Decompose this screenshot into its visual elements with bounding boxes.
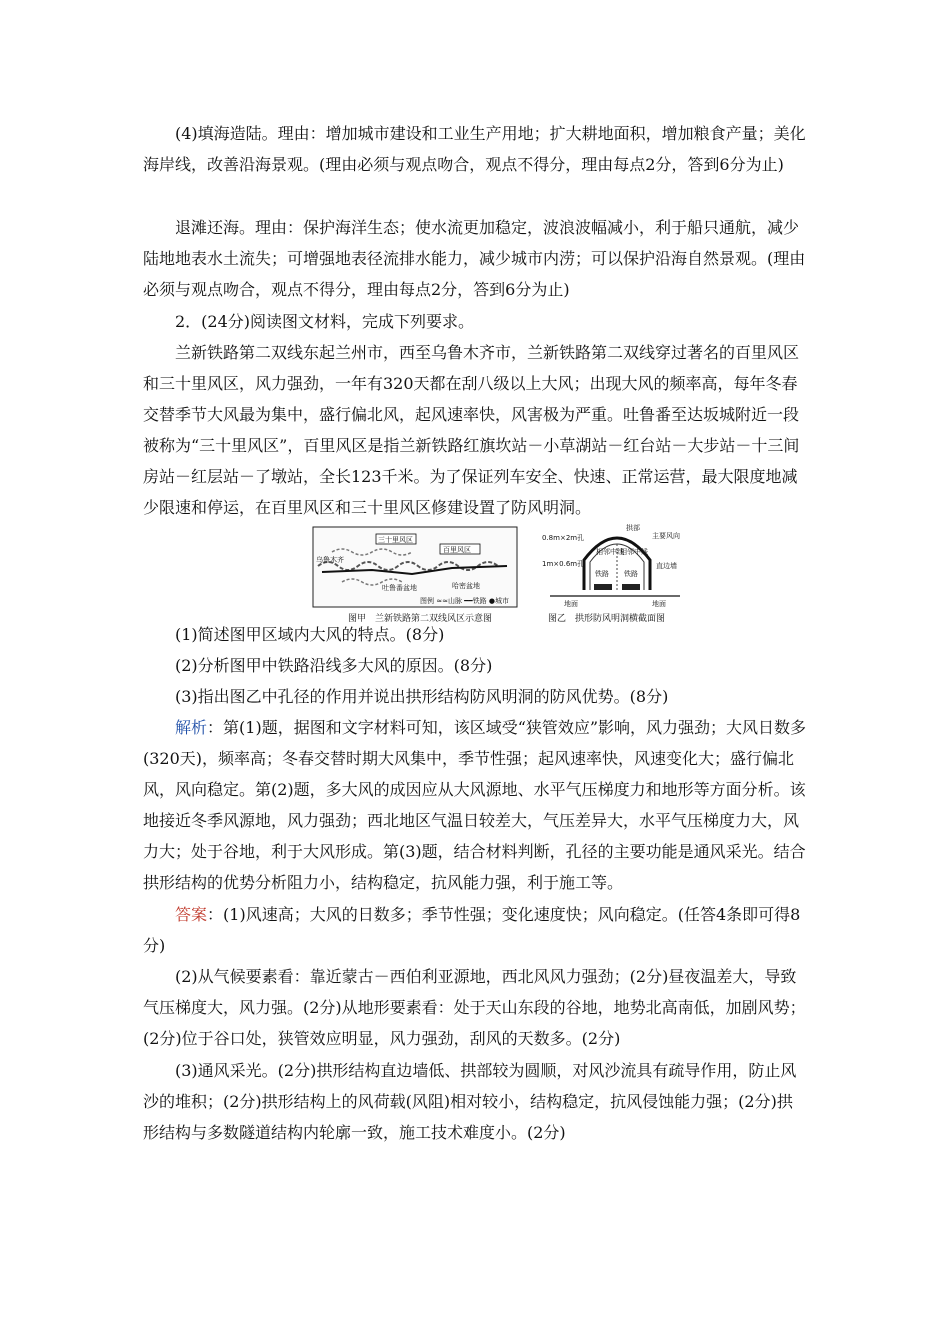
analysis-label: 解析	[175, 718, 208, 737]
answer-label: 答案	[175, 905, 208, 924]
label-arch: 拱部	[626, 524, 640, 532]
figure-a-caption: 图甲 兰新铁路第二双线风区示意图	[348, 614, 493, 624]
label-track-left: 铁路	[595, 570, 609, 578]
label-hole-1: 0.8m×2m孔	[542, 534, 585, 542]
material-paragraph: 兰新铁路第二双线东起兰州市，西至乌鲁木齐市，兰新铁路第二双线穿过著名的百里风区和三十里风区，风力强劲，一年有320天都在刮八级以上大风；出现大风的频率高，每年冬春交替季节大风最为集中，盛行偏北风，起风速率快，风害极为严重。吐鲁番至达坂城附近一段被称为“三十里风区”，百里风区是指兰新铁路红旗坎站－小草湖站－红台站－大步站－十三间房站－红层站－了墩站，全长123千米。为了保证列车安全、快速、正常运营，最大限度地减少限速和停运，在百里风区和三十里风区修建设置了防风明洞。	[143, 343, 800, 517]
figure-a-map	[312, 526, 518, 626]
analysis-paragraph	[143, 712, 807, 898]
answer-text: ：(1)风速高；大风的日数多；季节性强；变化速度快；风向稳定。(任答4条即可得8分)	[143, 905, 801, 955]
label-wind-direction: 主要风向	[652, 532, 680, 540]
label-centerline-right: 相邻中线	[620, 548, 648, 556]
question-1: (1)简述图甲区域内大风的特点。(8分)	[143, 625, 445, 644]
map-legend: 图例 ≈≈山脉 ━━铁路 ●城市	[420, 597, 509, 605]
analysis-text: ：第(1)题，据图和文字材料可知，该区域受“狭管效应”影响，风力强劲；大风日数多(320天)，频率高；冬春交替时期大风集中，季节性强；起风速率快，风速变化大；盛行偏北风，风向稳定。第(2)题，多大风的成因应从大风源地、水平气压梯度力和地形等方面分析。该地接近冬季风源地，风力强劲；西北地区气温日较差大，气压差异大，水平气压梯度力大，风力大；处于谷地，利于大风形成。第(3)题，结合材料判断，孔径的主要功能是通风采光。结合拱形结构的优势分析阻力小，结构稳定，抗风能力强，利于施工等。	[143, 718, 807, 892]
question-3: (3)指出图乙中孔径的作用并说出拱形结构防风明洞的防风优势。(8分)	[143, 687, 669, 706]
paragraph-p1: (4)填海造陆。理由：增加城市建设和工业生产用地；扩大耕地面积，增加粮食产量；美化海岸线，改善沿海景观。(理由必须与观点吻合，观点不得分，理由每点2分，答到6分为止)	[143, 124, 806, 174]
paragraph-p2: 退滩还海。理由：保护海洋生态；使水流更加稳定，波浪波幅减小，利于船只通航，减少陆地地表水土流失；可增强地表径流排水能力，减少城市内涝；可以保护沿海自然景观。(理由必须与观点吻合，观点不得分，理由每点2分，答到6分为止)	[143, 218, 806, 299]
label-centerline-left: 相邻中线	[596, 548, 624, 556]
answer-2: (2)从气候要素看：靠近蒙古－西伯利亚源地，西北风风力强劲；(2分)昼夜温差大，导致气压梯度大，风力强。(2分)从地形要素看：处于天山东段的谷地，地势北高南低，加剧风势；(2分)位于谷口处，狭管效应明显，风力强劲，刮风的天数多。(2分)	[143, 967, 806, 1048]
label-tulufan: 吐鲁番盆地	[382, 584, 417, 592]
label-ground-left: 地面	[564, 600, 578, 608]
label-hami: 哈密盆地	[452, 582, 480, 590]
label-track-right: 铁路	[624, 570, 638, 578]
label-wall: 直边墙	[656, 562, 677, 570]
answer-3: (3)通风采光。(2分)拱形结构直边墙低、拱部较为圆顺，对风沙流具有疏导作用，防止风沙的堆积；(2分)拱形结构上的风荷载(风阻)相对较小，结构稳定，抗风侵蚀能力强；(2分)拱形结构与多数隧道结构内轮廓一致，施工技术难度小。(2分)	[143, 1061, 797, 1142]
label-baili: 百里风区	[443, 546, 471, 554]
question-2-title: 2．(24分)阅读图文材料，完成下列要求。	[143, 312, 475, 331]
label-hole-2: 1m×0.6m孔	[542, 560, 585, 568]
figure-b-caption: 图乙 拱形防风明洞横截面图	[548, 614, 666, 624]
figure-b-cross-section	[540, 524, 690, 626]
label-30li: 三十里风区	[378, 536, 413, 544]
label-wulumuqi: 乌鲁木齐	[316, 556, 344, 564]
label-ground-right: 地面	[652, 600, 666, 608]
question-2: (2)分析图甲中铁路沿线多大风的原因。(8分)	[143, 656, 493, 675]
answer-paragraph	[143, 899, 807, 961]
